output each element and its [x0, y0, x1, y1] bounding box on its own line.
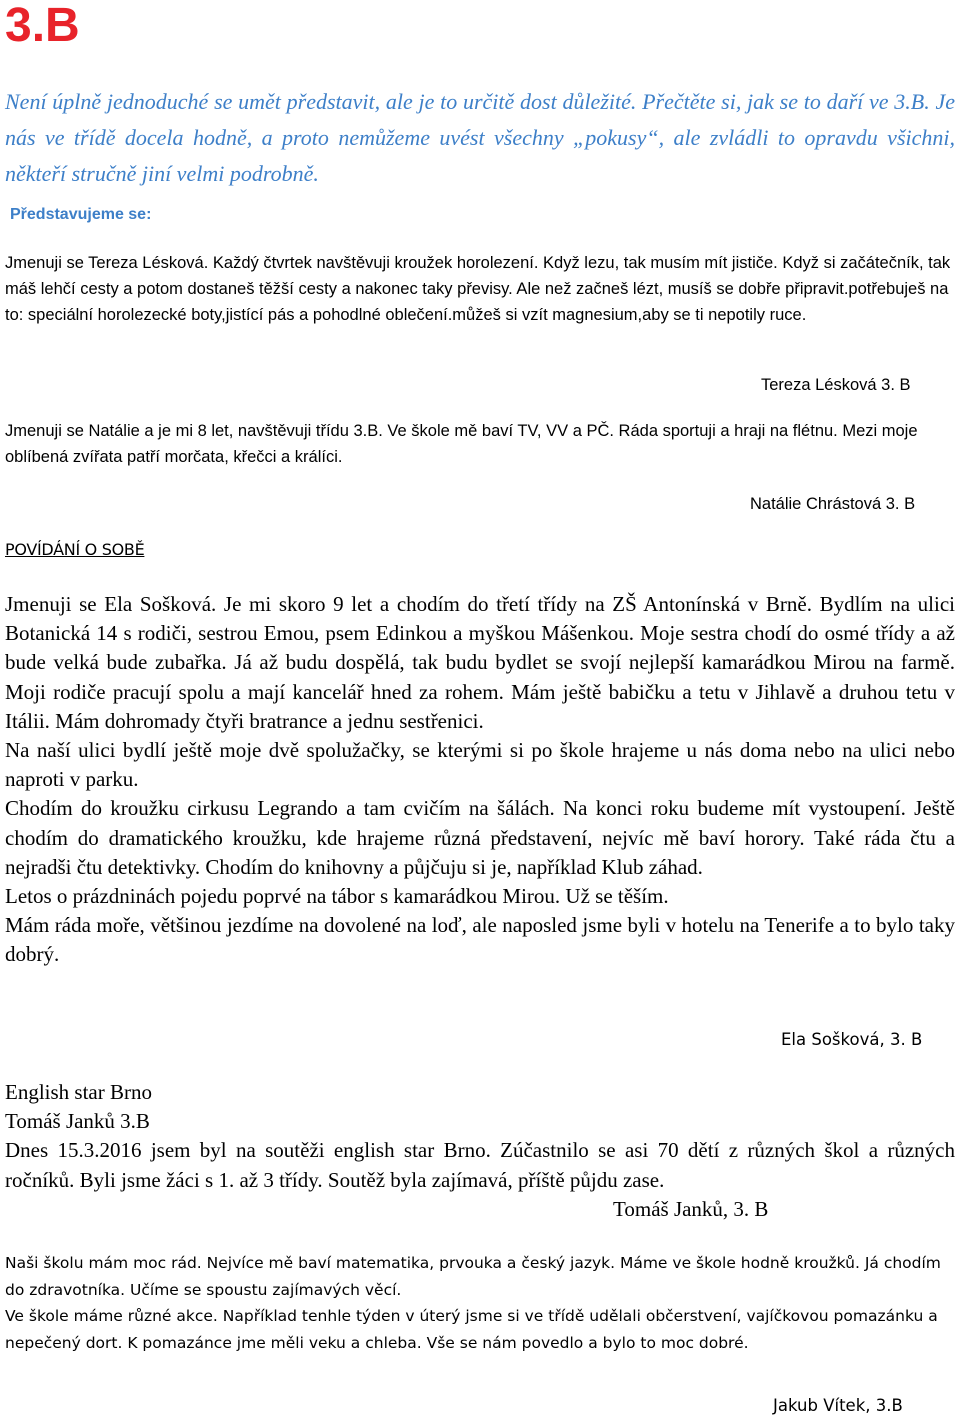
ela-paragraph: Jmenuji se Ela Sošková. Je mi skoro 9 let a chodím do třetí třídy na ZŠ Antonínská v Brně. Bydlím na ulici Botanická 14 s rodiči, sestrou Emou, psem Edinkou a myškou Mášenkou. Moje sestra chodí do osmé třídy a až bude velká bude zubařka. Já až budu dospělá, tak budu bydlet se svojí nejlepší kamarádkou Mirou na farmě. Moji rodiče pracují spolu a mají kancelář hned za rohem. Mám ještě babičku a tetu v Jihlavě a druhou tetu v Itálii. Mám dohromady čtyři bratrance a jednu sestřenici. — [5, 592, 955, 733]
tereza-paragraph: Jmenuji se Tereza Lésková. Každý čtvrtek navštěvuji kroužek horolezení. Když lezu, tak musím mít jističe. Když si začátečník, tak máš lehčí cesty a potom dostaneš těžší cesty a nakonec taky převisy. Ale než začneš lézt, musíš se dobře připravit.potřebuješ na to: speciální horolezecké boty,jistící pás a pohodlné oblečení.můžeš si vzít magnesium,aby se ti nepotily ruce. — [5, 254, 951, 324]
intro-paragraph: Není úplně jednoduché se umět představit, ale je to určitě dost důležité. Přečtěte si, jak se to daří ve 3.B. Je nás ve třídě docela hodně, a proto nemůžeme uvést všechny „pokusy“, ale zvládli to opravdu všichni, někteří stručně jiní velmi podrobně. — [5, 89, 955, 186]
tereza-signature: Tereza Lésková 3. B — [761, 376, 911, 394]
english-star-heading: English star Brno — [5, 1080, 152, 1104]
jakub-signature: Jakub Vítek, 3.B — [773, 1396, 903, 1415]
ela-paragraph: Mám ráda moře, většinou jezdíme na dovolené na loď, ale naposled jsme byli v hotelu na Tenerife a to bylo taky dobrý. — [5, 913, 955, 967]
ela-paragraph: Chodím do kroužku cirkusu Legrando a tam cvičím na šálách. Na konci roku budeme mít vystoupení. Ještě chodím do dramatického kroužku, kde hrajeme různá představení, nejvíc mě baví horory. Také ráda čtu a nejradši čtu detektivky. Chodím do knihovny a půjčuju si je, například Klub záhad. — [5, 796, 955, 879]
ela-paragraph: Na naší ulici bydlí ještě moje dvě spolužačky, se kterými si po škole hrajeme u nás doma nebo na ulici nebo naproti v parku. — [5, 738, 955, 792]
english-star-paragraph: Dnes 15.3.2016 jsem byl na soutěži english star Brno. Zúčastnilo se asi 70 dětí z různých škol a různých ročníků. Byli jsme žáci s 1. až 3 třídy. Soutěž byla zajímavá, příště půjdu zase. — [5, 1138, 955, 1192]
english-star-author: Tomáš Janků 3.B — [5, 1109, 150, 1134]
ela-signature: Ela Sošková, 3. B — [781, 1030, 923, 1049]
jakub-paragraph: Naši školu mám moc rád. Nejvíce mě baví matematika, prvouka a český jazyk. Máme ve škole hodně kroužků. Já chodím do zdravotníka. Učíme se spoustu zajímavých věcí. — [5, 1254, 941, 1299]
ela-essay — [5, 590, 955, 970]
natalie-signature: Natálie Chrástová 3. B — [750, 495, 916, 513]
section-subheading: Představujeme se: — [10, 206, 152, 223]
ela-paragraph: Letos o prázdninách pojedu poprvé na tábor s kamarádkou Mirou. Už se těším. — [5, 884, 669, 909]
jakub-essay — [5, 1250, 955, 1356]
english-star-article — [5, 1078, 955, 1195]
natalie-paragraph: Jmenuji se Natálie a je mi 8 let, navštěvuji třídu 3.B. Ve škole mě baví TV, VV a PČ. Ráda sportuji a hraji na flétnu. Mezi moje oblíbená zvířata patří morčata, křečci a králíci. — [5, 422, 918, 466]
jakub-paragraph: Ve škole máme různé akce. Například tenhle týden v úterý jsme si ve třídě udělali občerstvení, vajíčkovou pomazánku a nepečený dort. K pomazánce jme měli veku a chleba. Vše se nám povedlo a bylo to moc dobré. — [5, 1307, 938, 1352]
english-star-signature: Tomáš Janků, 3. B — [613, 1197, 769, 1221]
page-title: 3.B — [5, 0, 80, 52]
section-heading-povidani: POVÍDÁNÍ O SOBĚ — [5, 540, 145, 559]
